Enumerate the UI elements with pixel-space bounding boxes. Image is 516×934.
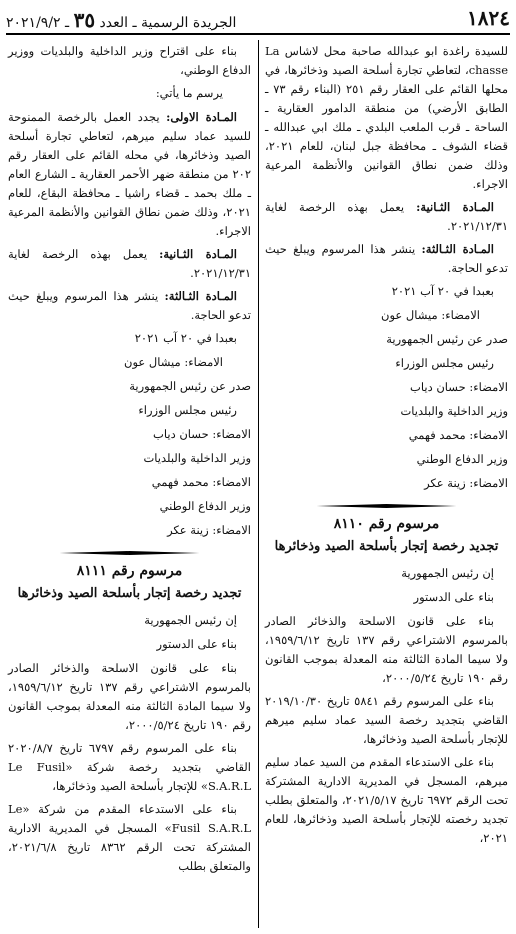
preamble-constitution: بناء على الدستور bbox=[413, 590, 494, 604]
issued-by: صدر عن رئيس الجمهورية bbox=[129, 379, 251, 393]
interior-minister-signature: الامضاء: محمد فهمي bbox=[408, 428, 508, 442]
article-2 bbox=[265, 198, 508, 236]
interior-minister-title: وزير الداخلية والبلديات bbox=[400, 404, 508, 418]
issued-by: صدر عن رئيس الجمهورية bbox=[386, 332, 508, 346]
left-column bbox=[8, 42, 251, 880]
article-3 bbox=[8, 287, 251, 325]
page-number: ١٨٢٤ bbox=[467, 6, 510, 30]
decree-subtitle: تجديد رخصة إتجار بأسلحة الصيد وذخائرها bbox=[274, 539, 499, 554]
interior-minister-signature: الامضاء: محمد فهمي bbox=[151, 475, 251, 489]
preamble-paragraph: بناء على المرسوم رقم ٥٨٤١ تاريخ ٢٠١٩/١٠/٣٠ القاضي بتجديد رخصة السيد عماد سليم ميرهم للإتجار بأسلحة الصيد وذخائرها، bbox=[265, 694, 508, 746]
decree-subtitle: تجديد رخصة إتجار بأسلحة الصيد وذخائرها bbox=[17, 586, 242, 601]
article-3 bbox=[265, 240, 508, 278]
pm-title: رئيس مجلس الوزراء bbox=[395, 356, 494, 370]
defense-minister-title: وزير الدفاع الوطني bbox=[416, 452, 508, 466]
defense-minister-signature: الامضاء: زينة عكر bbox=[167, 523, 251, 537]
column-divider bbox=[258, 40, 259, 928]
decree-title: مرسوم رقم ٨١١١ bbox=[76, 563, 183, 579]
article-label: المـادة الاولى: bbox=[166, 110, 238, 124]
preamble-president: إن رئيس الجمهورية bbox=[144, 613, 237, 627]
article-1 bbox=[8, 108, 251, 241]
separator-ornament bbox=[60, 548, 200, 558]
article-label: المـادة الثـانية: bbox=[159, 247, 238, 261]
page-header bbox=[6, 6, 510, 32]
date-line: بعبدا في ٢٠ آب ٢٠٢١ bbox=[134, 331, 237, 345]
defense-minister-signature: الامضاء: زينة عكر bbox=[424, 476, 508, 490]
president-signature: الامضاء: ميشال عون bbox=[381, 308, 480, 322]
decrees-line: يرسم ما يأتي: bbox=[155, 86, 223, 100]
preamble-paragraph: بناء على المرسوم رقم ٦٧٩٧ تاريخ ٢٠٢٠/٨/٧ القاضي بتجديد رخصة شركة «Le Fusil S.A.R.L» للإتجار بأسلحة الصيد وذخائرها، bbox=[8, 741, 251, 793]
separator-ornament bbox=[317, 501, 457, 511]
article-text: يعمل بهذه الرخصة لغاية ٢٠٢١/١٢/٣١. bbox=[265, 200, 508, 233]
defense-minister-title: وزير الدفاع الوطني bbox=[159, 499, 251, 513]
gazette-issue-line bbox=[6, 8, 236, 32]
article-label: المـادة الثـانية: bbox=[416, 200, 495, 214]
gazette-name: الجريدة الرسمية ـ العدد bbox=[99, 15, 237, 31]
preamble-president: إن رئيس الجمهورية bbox=[401, 566, 494, 580]
preamble-paragraph: بناء على قانون الاسلحة والذخائر الصادر بالمرسوم الاشتراعي رقم ١٣٧ تاريخ ١٩٥٩/٦/١٢، ولا سيما المادة الثالثة منه المعدلة بموجب القانون رقم ١٩٠ تاريخ ٢٠٠٠/٥/٢٤، bbox=[8, 661, 251, 732]
pm-signature: الامضاء: حسان دياب bbox=[153, 427, 251, 441]
pm-signature: الامضاء: حسان دياب bbox=[410, 380, 508, 394]
article-text: ينشر هذا المرسوم ويبلغ حيث تدعو الحاجة. bbox=[8, 289, 251, 322]
header-rule bbox=[6, 33, 510, 35]
article-label: المـادة الثـالثة: bbox=[164, 289, 237, 303]
preamble-paragraph: بناء على قانون الاسلحة والذخائر الصادر بالمرسوم الاشتراعي رقم ١٣٧ تاريخ ١٩٥٩/٦/١٢، ولا سيما المادة الثالثة منه المعدلة بموجب القانون رقم ١٩٠ تاريخ ٢٠٠٠/٥/٢٤، bbox=[265, 614, 508, 685]
preamble-paragraph: بناء على اقتراح وزير الداخلية والبلديات ووزير الدفاع الوطني، bbox=[8, 44, 251, 77]
pm-title: رئيس مجلس الوزراء bbox=[138, 403, 237, 417]
decree-title: مرسوم رقم ٨١١٠ bbox=[333, 516, 440, 532]
preamble-paragraph: بناء على الاستدعاء المقدم من شركة «Le Fusil S.A.R.L» المسجل في المديرية الادارية المشتركة تحت الرقم ٨٣٦٢ تاريخ ٢٠٢١/٦/٨، والمتعلق بطلب bbox=[8, 802, 251, 873]
issue-date: ـ ٢٠٢١/٩/٢ bbox=[6, 15, 70, 31]
article-label: المـادة الثـالثة: bbox=[421, 242, 494, 256]
date-line: بعبدا في ٢٠ آب ٢٠٢١ bbox=[391, 284, 494, 298]
preamble-paragraph: بناء على الاستدعاء المقدم من السيد عماد سليم ميرهم، المسجل في المديرية الادارية المشتركة تحت الرقم ٦٩٧٢ تاريخ ٢٠٢١/٥/١٧، والمتعلق بطلب تجديد رخصته للإتجار بأسلحة الصيد وذخائرها، للعام ٢٠٢١، bbox=[265, 755, 508, 845]
issue-number: ٣٥ bbox=[73, 8, 96, 32]
interior-minister-title: وزير الداخلية والبلديات bbox=[143, 451, 251, 465]
decree-body-paragraph: للسيدة راغدة ابو عبدالله صاحبة محل لاشاس La chasse، لتعاطي تجارة أسلحة الصيد وذخائرها، في محلها القائم على العقار رقم ٢٥١ (البناء رقم ٧٣ ـ الطابق الأرضي) من منطقة الدامور العقارية ـ الساحة ـ قرب الملعب البلدي ـ ملك ابي عبدالله ـ قضاء الشوف ـ محافظة جبل لبنان، للعام ٢٠٢١، وذلك ضمن نطاق القوانين والأنظمة المرعية الاجراء. bbox=[265, 44, 508, 191]
preamble-constitution: بناء على الدستور bbox=[156, 637, 237, 651]
president-signature: الامضاء: ميشال عون bbox=[124, 355, 223, 369]
article-2 bbox=[8, 245, 251, 283]
article-text: ينشر هذا المرسوم ويبلغ حيث تدعو الحاجة. bbox=[265, 242, 508, 275]
right-column bbox=[265, 42, 508, 852]
article-text: يعمل بهذه الرخصة لغاية ٢٠٢١/١٢/٣١. bbox=[8, 247, 251, 280]
article-text: يجدد العمل بالرخصة الممنوحة للسيد عماد سليم ميرهم، لتعاطي تجارة أسلحة الصيد وذخائرها، في محله القائم على العقار رقم ٢٠٢ من منطقة ضهر الأحمر العقارية ـ الشارع العام ـ ملك بحمد ـ قضاء راشيا ـ محافظة البقاع، للعام ٢٠٢١، وذلك ضمن نطاق القوانين والأنظمة المرعية الاجراء. bbox=[8, 110, 251, 238]
